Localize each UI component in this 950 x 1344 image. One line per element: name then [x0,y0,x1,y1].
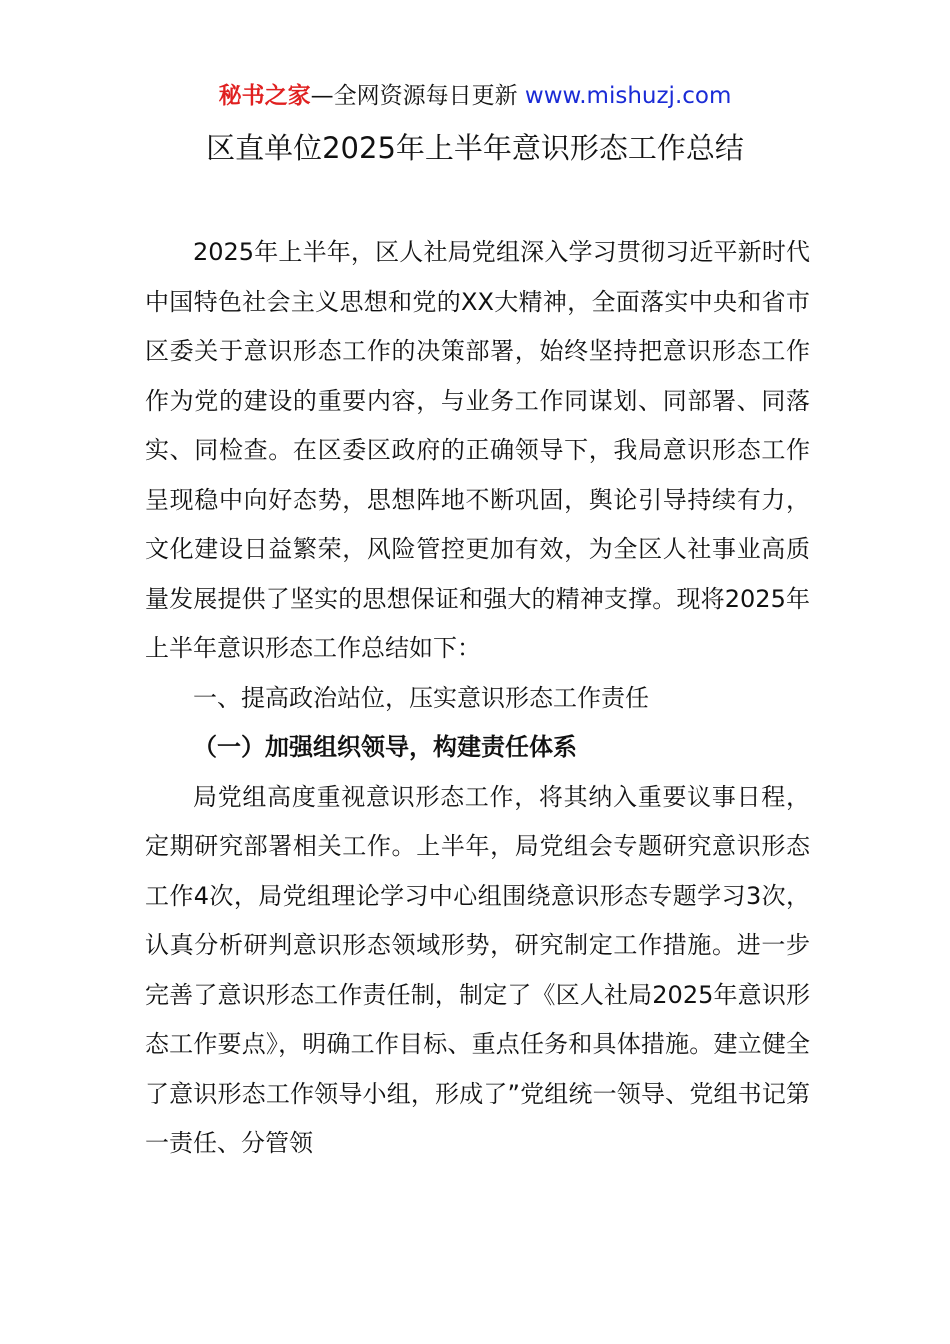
subsection-paragraph-1-1: 局党组高度重视意识形态工作，将其纳入重要议事日程，定期研究部署相关工作。上半年，局党组会专题研究意识形态工作4次，局党组理论学习中心组围绕意识形态专题学习3次，认真分析研判意识形态领域形势，研究制定工作措施。进一步完善了意识形态工作责任制，制定了《区人社局2025年意识形态工作要点》，明确工作目标、重点任务和具体措施。建立健全了意识形态工作领导小组，形成了”党组统一领导、党组书记第一责任、分管领 [145,782,810,1157]
site-brand: 秘书之家 [218,83,311,109]
site-header [0,80,950,112]
intro-paragraph: 2025年上半年，区人社局党组深入学习贯彻习近平新时代中国特色社会主义思想和党的XX大精神，全面落实中央和省市区委关于意识形态工作的决策部署，始终坚持把意识形态工作作为党的建设的重要内容，与业务工作同谋划、同部署、同落实、同检查。在区委区政府的正确领导下，我局意识形态工作呈现稳中向好态势，思想阵地不断巩固，舆论引导持续有力，文化建设日益繁荣，风险管控更加有效，为全区人社事业高质量发展提供了坚实的思想保证和强大的精神支撑。现将2025年上半年意识形态工作总结如下： [145,238,810,662]
subsection-heading-1-1: （一）加强组织领导，构建责任体系 [193,733,577,761]
document-title: 区直单位2025年上半年意识形态工作总结 [206,131,744,165]
site-url-link[interactable]: www.mishuzj.com [524,83,732,109]
section-heading-1: 一、提高政治站位，压实意识形态工作责任 [193,683,649,712]
document-body [145,228,810,1169]
site-tagline: —全网资源每日更新 [310,83,518,109]
